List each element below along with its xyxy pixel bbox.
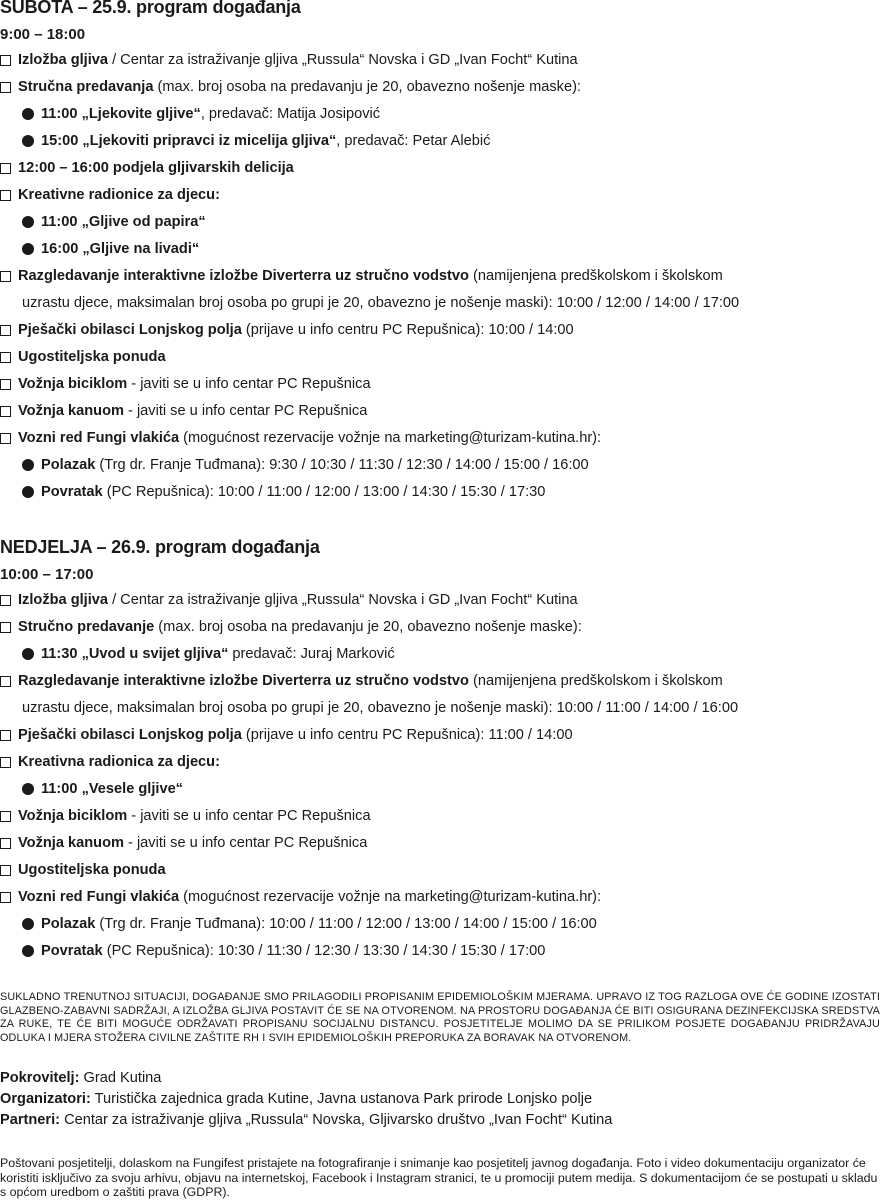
program-item <box>0 160 294 176</box>
program-item <box>22 484 545 500</box>
item-title: 16:00 „Gljive na livadi“ <box>41 241 200 257</box>
checkbox-icon <box>0 406 11 417</box>
checkbox-icon <box>0 676 11 687</box>
program-item <box>0 79 581 95</box>
program-item <box>22 457 589 473</box>
checkbox-icon <box>0 190 11 201</box>
item-detail: - javiti se u info centar PC Repušnica <box>123 835 368 851</box>
program-item <box>22 241 199 257</box>
item-title: Razgledavanje interaktivne izložbe Diverterra uz stručno vodstvo <box>18 673 469 689</box>
checkbox-icon <box>0 622 11 633</box>
item-title: Ugostiteljska ponuda <box>18 349 166 365</box>
bullet-icon <box>22 243 34 255</box>
epidemiological-notice: SUKLADNO TRENUTNOJ SITUACIJI, DOGAĐANJE SMO PRILAGODILI PROPISANIM EPIDEMIOLOŠKIM MJERAMA. UPRAVO IZ TOG RAZLOGA OVE ĆE GODINE IZOSTATI GLAZBENO-ZABAVNI SADRŽAJI, A IZLOŽBA GLJIVA POSTAVIT ĆE SE NA OTVORENOM. NA PROSTORU DOGAĐANJA ĆE BITI OSIGURANA DEZINFEKCIJSKA SREDSTVA ZA RUKE, TE ĆE BITI MOGUĆE ODRŽAVATI PROPISANU SOCIJALNU DISTANCU. POSJETITELJE MOLIMO DA SE PRILIKOM POSJETE DOGAĐANJU PRIDRŽAVAJU ODLUKA I MJERA STOŽERA CIVILNE ZAŠTITE RH I SVIH EPIDEMIOLOŠKIH PREPORUKA ZA BORAVAK NA OTVORENOM. <box>0 991 880 1044</box>
program-item <box>0 889 601 905</box>
item-detail: (prijave u info centru PC Repušnica): 11:00 / 14:00 <box>241 727 573 743</box>
program-item <box>0 403 367 419</box>
item-title: Kreativna radionica za djecu: <box>18 754 220 770</box>
credit-label: Partneri: <box>0 1112 61 1128</box>
checkbox-icon <box>0 892 11 903</box>
item-title: Polazak <box>41 457 96 473</box>
item-title: 11:00 „Gljive od papira“ <box>41 214 206 230</box>
item-detail: (namijenjena predškolskom i školskom <box>468 268 723 284</box>
credit-text: Centar za istraživanje gljiva „Russula“ Novska, Gljivarsko društvo „Ivan Focht“ Kutina <box>60 1112 613 1128</box>
item-detail: / Centar za istraživanje gljiva „Russula“ Novska i GD „Ivan Focht“ Kutina <box>108 52 578 68</box>
program-item <box>0 862 166 878</box>
bullet-icon <box>22 486 34 498</box>
bullet-icon <box>22 216 34 228</box>
bullet-icon <box>22 648 34 660</box>
checkbox-icon <box>0 757 11 768</box>
bullet-icon <box>22 918 34 930</box>
program-item <box>22 916 597 932</box>
bullet-icon <box>22 459 34 471</box>
program-item <box>22 214 206 230</box>
item-detail: / Centar za istraživanje gljiva „Russula“ Novska i GD „Ivan Focht“ Kutina <box>108 592 578 608</box>
bullet-icon <box>22 108 34 120</box>
item-title: Ugostiteljska ponuda <box>18 862 166 878</box>
item-detail: uzrastu djece, maksimalan broj osoba po grupi je 20, obavezno je nošenje maski): 10:00 / 12:00 / 14:00 / 17:00 <box>22 295 740 311</box>
item-title: Stručna predavanja <box>18 79 154 95</box>
credits-block <box>0 1068 612 1131</box>
item-detail: (PC Repušnica): 10:30 / 11:30 / 12:30 / 13:30 / 14:30 / 15:30 / 17:00 <box>102 943 546 959</box>
item-detail: uzrastu djece, maksimalan broj osoba po grupi je 20, obavezno je nošenje maski): 10:00 / 11:00 / 14:00 / 16:00 <box>22 700 739 716</box>
item-title: Kreativne radionice za djecu: <box>18 187 220 203</box>
program-item <box>0 835 367 851</box>
item-title: Vozni red Fungi vlakića <box>18 889 180 905</box>
item-title: 11:30 „Uvod u svijet gljiva“ <box>41 646 229 662</box>
checkbox-icon <box>0 433 11 444</box>
program-item <box>22 646 395 662</box>
program-item <box>0 322 574 338</box>
item-detail: , predavač: Matija Josipović <box>200 106 381 122</box>
program-item <box>0 268 723 284</box>
item-detail: - javiti se u info centar PC Repušnica <box>123 403 368 419</box>
item-detail: (mogućnost rezervacije vožnje na marketing@turizam-kutina.hr): <box>179 430 602 446</box>
item-title: 15:00 „Ljekoviti pripravci iz micelija gljiva“ <box>41 133 337 149</box>
checkbox-icon <box>0 811 11 822</box>
checkbox-icon <box>0 379 11 390</box>
item-title: 11:00 „Vesele gljive“ <box>41 781 183 797</box>
item-title: Vožnja kanuom <box>18 403 124 419</box>
item-detail: (prijave u info centru PC Repušnica): 10:00 / 14:00 <box>241 322 574 338</box>
program-item <box>22 700 738 716</box>
item-title: Vozni red Fungi vlakića <box>18 430 180 446</box>
checkbox-icon <box>0 595 11 606</box>
bullet-icon <box>22 135 34 147</box>
program-item <box>0 349 166 365</box>
sunday-title: NEDJELJA – 26.9. program događanja <box>0 537 320 557</box>
item-detail: (namijenjena predškolskom i školskom <box>468 673 723 689</box>
program-item <box>22 781 183 797</box>
program-item <box>0 727 573 743</box>
bullet-icon <box>22 783 34 795</box>
credit-partners <box>0 1110 612 1131</box>
credit-text: Grad Kutina <box>79 1070 162 1086</box>
item-detail: - javiti se u info centar PC Repušnica <box>127 376 371 392</box>
item-detail: - javiti se u info centar PC Repušnica <box>127 808 371 824</box>
checkbox-icon <box>0 163 11 174</box>
checkbox-icon <box>0 82 11 93</box>
photo-consent-footer: Poštovani posjetitelji, dolaskom na Fungifest pristajete na fotografiranje i snimanje kao posjetitelj javnog događanja. Foto i video dokumentaciju organizator će koristiti isključivo za svoju arhivu, objavu na internetskoj, Facebook i Instagram stranici, te u promociji putem medija. S dokumentacijom će se postupati u skladu s općom uredbom o zaštiti prava (GDPR). <box>0 1156 878 1199</box>
program-item <box>0 376 371 392</box>
credit-text: Turistička zajednica grada Kutine, Javna ustanova Park prirode Lonjsko polje <box>90 1091 593 1107</box>
item-title: Izložba gljiva <box>18 592 109 608</box>
item-title: 11:00 „Ljekovite gljive“ <box>41 106 201 122</box>
program-item <box>0 52 578 68</box>
item-title: Razgledavanje interaktivne izložbe Diverterra uz stručno vodstvo <box>18 268 469 284</box>
credit-label: Pokrovitelj: <box>0 1070 80 1086</box>
program-item <box>0 619 582 635</box>
program-item <box>0 673 723 689</box>
sunday-hours: 10:00 – 17:00 <box>0 566 94 583</box>
item-title: Vožnja biciklom <box>18 376 128 392</box>
item-title: Povratak <box>41 943 103 959</box>
checkbox-icon <box>0 55 11 66</box>
item-detail: (max. broj osoba na predavanju je 20, obavezno nošenje maske): <box>154 619 582 635</box>
bullet-icon <box>22 945 34 957</box>
item-detail: (PC Repušnica): 10:00 / 11:00 / 12:00 / 13:00 / 14:30 / 15:30 / 17:30 <box>102 484 546 500</box>
item-title: Vožnja biciklom <box>18 808 128 824</box>
item-detail: predavač: Juraj Marković <box>228 646 395 662</box>
program-item <box>22 943 545 959</box>
checkbox-icon <box>0 838 11 849</box>
program-item <box>0 592 578 608</box>
checkbox-icon <box>0 271 11 282</box>
credit-sponsor <box>0 1068 612 1089</box>
item-detail: (Trg dr. Franje Tuđmana): 10:00 / 11:00 / 12:00 / 13:00 / 14:00 / 15:00 / 16:00 <box>95 916 597 932</box>
program-item <box>22 106 380 122</box>
checkbox-icon <box>0 730 11 741</box>
item-detail: (mogućnost rezervacije vožnje na marketing@turizam-kutina.hr): <box>179 889 602 905</box>
program-item <box>22 133 490 149</box>
item-detail: , predavač: Petar Alebić <box>336 133 491 149</box>
program-item <box>0 808 371 824</box>
item-title: Polazak <box>41 916 96 932</box>
item-title: Vožnja kanuom <box>18 835 124 851</box>
item-title: Pješački obilasci Lonjskog polja <box>18 322 242 338</box>
item-title: 12:00 – 16:00 podjela gljivarskih delicija <box>18 160 294 176</box>
item-title: Povratak <box>41 484 103 500</box>
saturday-hours: 9:00 – 18:00 <box>0 26 86 43</box>
item-title: Pješački obilasci Lonjskog polja <box>18 727 242 743</box>
credit-label: Organizatori: <box>0 1091 91 1107</box>
item-detail: (Trg dr. Franje Tuđmana): 9:30 / 10:30 / 11:30 / 12:30 / 14:00 / 15:00 / 16:00 <box>95 457 589 473</box>
checkbox-icon <box>0 352 11 363</box>
item-detail: (max. broj osoba na predavanju je 20, obavezno nošenje maske): <box>153 79 581 95</box>
program-item <box>22 295 739 311</box>
program-item <box>0 754 220 770</box>
checkbox-icon <box>0 325 11 336</box>
saturday-title: SUBOTA – 25.9. program događanja <box>0 0 301 17</box>
checkbox-icon <box>0 865 11 876</box>
credit-organizers <box>0 1089 612 1110</box>
item-title: Izložba gljiva <box>18 52 109 68</box>
item-title: Stručno predavanje <box>18 619 155 635</box>
program-item <box>0 430 601 446</box>
program-item <box>0 187 220 203</box>
